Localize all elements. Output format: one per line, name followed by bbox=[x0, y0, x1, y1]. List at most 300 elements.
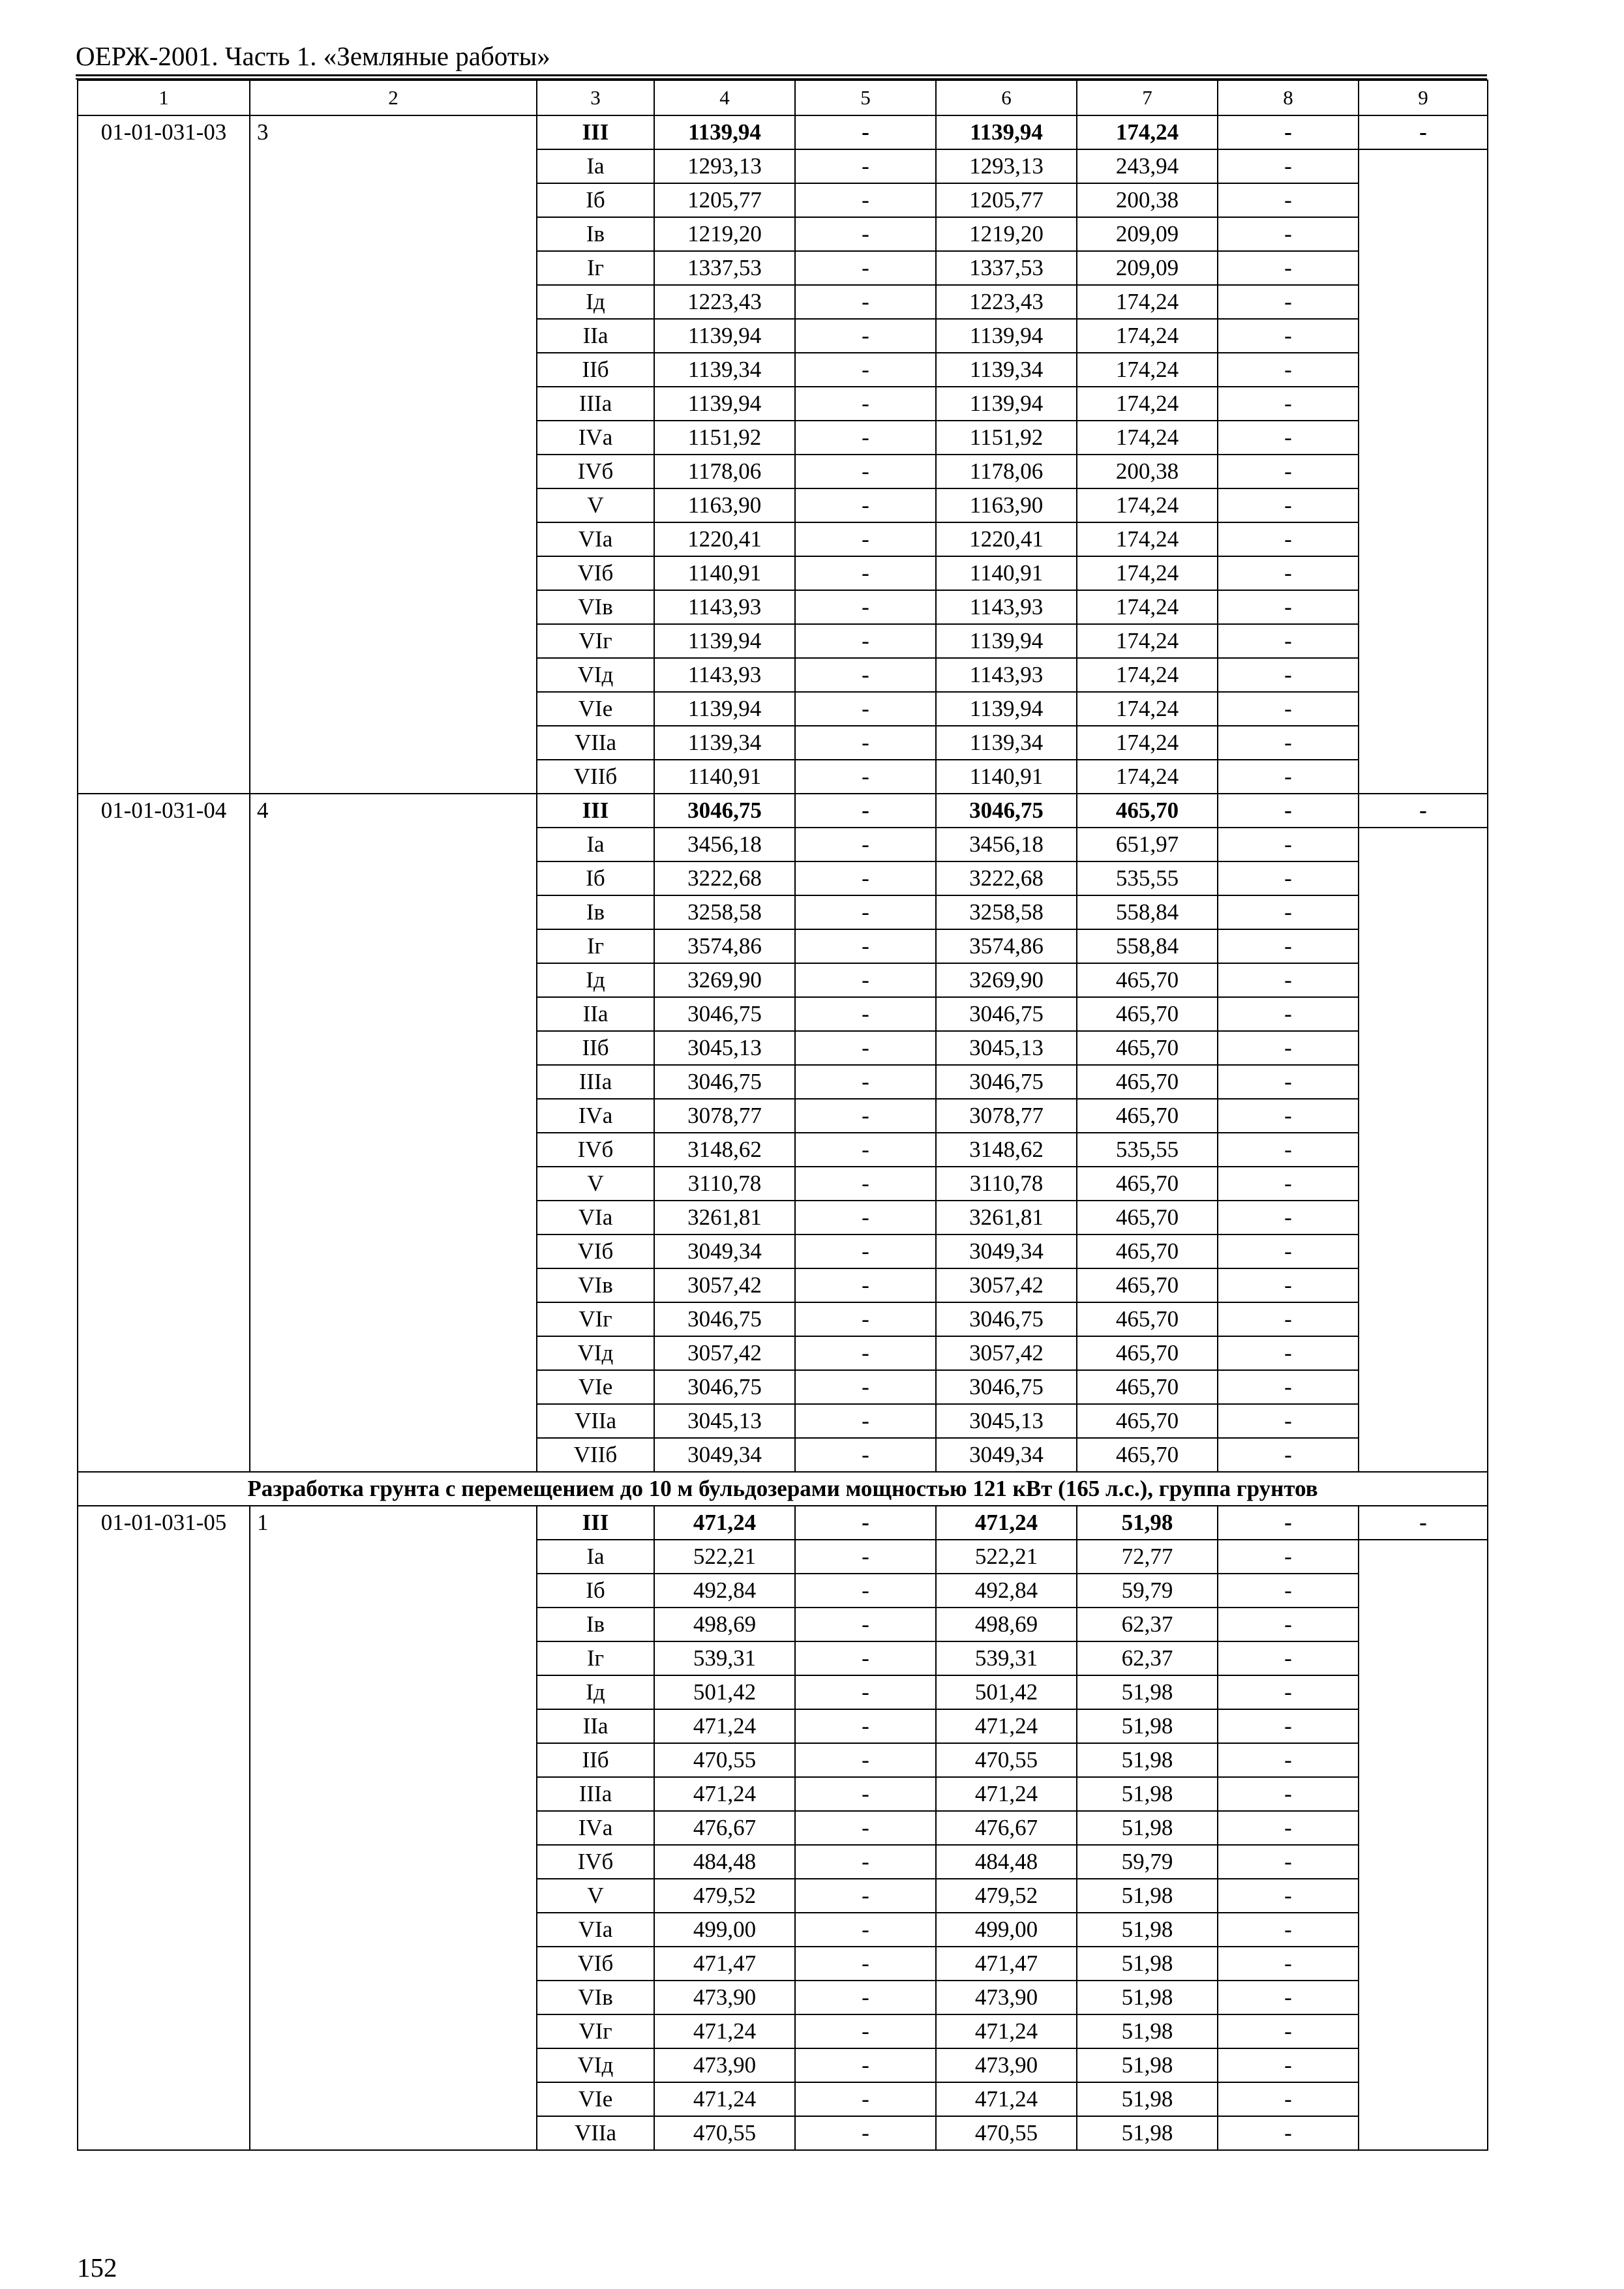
soil-group: Iг bbox=[537, 251, 654, 285]
soil-group: VIа bbox=[537, 1201, 654, 1234]
rate-col-4: 3078,77 bbox=[654, 1099, 795, 1133]
rate-col-6: 471,24 bbox=[936, 1709, 1077, 1743]
rate-col-5: - bbox=[795, 1641, 936, 1675]
rate-col-4: 1220,41 bbox=[654, 522, 795, 556]
soil-group: III bbox=[537, 115, 654, 149]
rate-col-7: 51,98 bbox=[1077, 1981, 1218, 2014]
rate-col-7: 465,70 bbox=[1077, 1065, 1218, 1099]
soil-group: Iв bbox=[537, 1608, 654, 1641]
rate-col-5: - bbox=[795, 658, 936, 692]
rate-col-4: 3222,68 bbox=[654, 861, 795, 895]
soil-group: Iд bbox=[537, 1675, 654, 1709]
rate-col-8: - bbox=[1218, 2082, 1359, 2116]
rate-col-6: 3574,86 bbox=[936, 929, 1077, 963]
table-row bbox=[78, 1506, 1488, 1540]
rate-col-6: 473,90 bbox=[936, 2048, 1077, 2082]
soil-group: Iг bbox=[537, 929, 654, 963]
rate-col-8: - bbox=[1218, 2014, 1359, 2048]
rate-col-4: 1293,13 bbox=[654, 149, 795, 183]
rate-col-8: - bbox=[1218, 590, 1359, 624]
rate-col-6: 1139,34 bbox=[936, 726, 1077, 760]
rate-col-8: - bbox=[1218, 1540, 1359, 1574]
rate-col-5: - bbox=[795, 183, 936, 217]
rate-col-6: 3046,75 bbox=[936, 1370, 1077, 1404]
rate-col-7: 174,24 bbox=[1077, 556, 1218, 590]
rate-col-6: 3078,77 bbox=[936, 1099, 1077, 1133]
column-number: 9 bbox=[1359, 80, 1488, 115]
rate-col-4: 3046,75 bbox=[654, 1370, 795, 1404]
rate-col-8: - bbox=[1218, 895, 1359, 929]
rate-col-6: 1139,94 bbox=[936, 692, 1077, 726]
rate-col-8: - bbox=[1218, 319, 1359, 353]
soil-group: VIе bbox=[537, 692, 654, 726]
rate-col-7: 465,70 bbox=[1077, 997, 1218, 1031]
rate-col-8: - bbox=[1218, 1370, 1359, 1404]
rate-col-5: - bbox=[795, 1268, 936, 1302]
rate-col-6: 1220,41 bbox=[936, 522, 1077, 556]
rate-col-6: 1163,90 bbox=[936, 488, 1077, 522]
rate-col-4: 1143,93 bbox=[654, 658, 795, 692]
rate-col-6: 3046,75 bbox=[936, 997, 1077, 1031]
rate-col-8: - bbox=[1218, 115, 1359, 149]
rate-col-4: 471,24 bbox=[654, 2082, 795, 2116]
rate-col-4: 1139,94 bbox=[654, 624, 795, 658]
rate-col-4: 3046,75 bbox=[654, 1065, 795, 1099]
rate-col-8: - bbox=[1218, 1981, 1359, 2014]
rate-col-8: - bbox=[1218, 1845, 1359, 1879]
soil-group: Iд bbox=[537, 285, 654, 319]
rate-col-5: - bbox=[795, 861, 936, 895]
rate-col-7: 465,70 bbox=[1077, 1234, 1218, 1268]
rate-col-8: - bbox=[1218, 1675, 1359, 1709]
rate-col-5: - bbox=[795, 1133, 936, 1167]
rate-col-4: 471,47 bbox=[654, 1947, 795, 1981]
rate-col-5: - bbox=[795, 997, 936, 1031]
empty-cell bbox=[1359, 828, 1488, 1472]
soil-group: VIг bbox=[537, 1302, 654, 1336]
rate-col-6: 3456,18 bbox=[936, 828, 1077, 861]
rate-col-6: 3261,81 bbox=[936, 1201, 1077, 1234]
rate-col-7: 51,98 bbox=[1077, 2116, 1218, 2150]
soil-group: V bbox=[537, 488, 654, 522]
page-number: 152 bbox=[77, 2252, 117, 2282]
rate-col-7: 51,98 bbox=[1077, 1811, 1218, 1845]
table-row bbox=[78, 115, 1488, 149]
rate-col-8: - bbox=[1218, 1608, 1359, 1641]
rate-col-4: 1143,93 bbox=[654, 590, 795, 624]
rate-col-8: - bbox=[1218, 2116, 1359, 2150]
soil-group: VIе bbox=[537, 1370, 654, 1404]
rate-col-7: 51,98 bbox=[1077, 1947, 1218, 1981]
rate-col-8: - bbox=[1218, 1506, 1359, 1540]
soil-group: VIд bbox=[537, 658, 654, 692]
soil-group: VIе bbox=[537, 2082, 654, 2116]
rate-col-4: 1337,53 bbox=[654, 251, 795, 285]
rate-col-5: - bbox=[795, 353, 936, 387]
rate-col-5: - bbox=[795, 1234, 936, 1268]
rate-col-7: 465,70 bbox=[1077, 1302, 1218, 1336]
rate-col-6: 1219,20 bbox=[936, 217, 1077, 251]
rate-col-8: - bbox=[1218, 556, 1359, 590]
rate-col-7: 59,79 bbox=[1077, 1845, 1218, 1879]
rate-col-9: - bbox=[1359, 1506, 1488, 1540]
quantity: 4 bbox=[250, 794, 537, 1472]
rate-col-5: - bbox=[795, 2014, 936, 2048]
rate-col-7: 651,97 bbox=[1077, 828, 1218, 861]
rate-col-5: - bbox=[795, 1981, 936, 2014]
rate-col-7: 209,09 bbox=[1077, 217, 1218, 251]
rate-col-6: 3046,75 bbox=[936, 1302, 1077, 1336]
rate-col-7: 51,98 bbox=[1077, 1777, 1218, 1811]
rate-col-8: - bbox=[1218, 1574, 1359, 1608]
rate-col-8: - bbox=[1218, 1879, 1359, 1913]
soil-group: VIIб bbox=[537, 760, 654, 794]
rate-col-4: 492,84 bbox=[654, 1574, 795, 1608]
rate-col-8: - bbox=[1218, 929, 1359, 963]
rate-col-8: - bbox=[1218, 1709, 1359, 1743]
rate-col-5: - bbox=[795, 1947, 936, 1981]
rate-col-4: 476,67 bbox=[654, 1811, 795, 1845]
rate-col-7: 174,24 bbox=[1077, 285, 1218, 319]
rate-col-8: - bbox=[1218, 251, 1359, 285]
rate-col-6: 499,00 bbox=[936, 1913, 1077, 1947]
soil-group: VIд bbox=[537, 1336, 654, 1370]
quantity: 3 bbox=[250, 115, 537, 794]
rate-col-7: 51,98 bbox=[1077, 1743, 1218, 1777]
rate-col-4: 3057,42 bbox=[654, 1268, 795, 1302]
rate-col-4: 501,42 bbox=[654, 1675, 795, 1709]
rate-col-5: - bbox=[795, 1879, 936, 1913]
rate-col-8: - bbox=[1218, 963, 1359, 997]
rate-col-5: - bbox=[795, 1167, 936, 1201]
rate-col-5: - bbox=[795, 149, 936, 183]
rate-col-6: 1139,34 bbox=[936, 353, 1077, 387]
rate-col-5: - bbox=[795, 1404, 936, 1438]
rate-col-5: - bbox=[795, 794, 936, 828]
rate-col-4: 3258,58 bbox=[654, 895, 795, 929]
rate-col-7: 72,77 bbox=[1077, 1540, 1218, 1574]
rate-col-4: 1139,94 bbox=[654, 692, 795, 726]
rate-col-4: 471,24 bbox=[654, 1506, 795, 1540]
rate-col-6: 3045,13 bbox=[936, 1404, 1077, 1438]
soil-group: IVа bbox=[537, 421, 654, 455]
rate-col-5: - bbox=[795, 1438, 936, 1472]
rate-col-8: - bbox=[1218, 1268, 1359, 1302]
rate-col-4: 3046,75 bbox=[654, 794, 795, 828]
rate-col-4: 1178,06 bbox=[654, 455, 795, 488]
rate-col-8: - bbox=[1218, 726, 1359, 760]
soil-group: III bbox=[537, 1506, 654, 1540]
rate-col-7: 174,24 bbox=[1077, 353, 1218, 387]
soil-group: IVб bbox=[537, 1133, 654, 1167]
rate-col-6: 3258,58 bbox=[936, 895, 1077, 929]
rate-col-6: 3046,75 bbox=[936, 1065, 1077, 1099]
rate-col-4: 1151,92 bbox=[654, 421, 795, 455]
rate-col-5: - bbox=[795, 2082, 936, 2116]
soil-group: IVа bbox=[537, 1811, 654, 1845]
rate-col-6: 471,24 bbox=[936, 2082, 1077, 2116]
rate-col-8: - bbox=[1218, 828, 1359, 861]
rate-col-7: 174,24 bbox=[1077, 522, 1218, 556]
rate-col-4: 484,48 bbox=[654, 1845, 795, 1879]
rate-col-9: - bbox=[1359, 794, 1488, 828]
rate-col-7: 465,70 bbox=[1077, 1268, 1218, 1302]
rate-col-8: - bbox=[1218, 455, 1359, 488]
rate-col-8: - bbox=[1218, 387, 1359, 421]
rate-col-4: 473,90 bbox=[654, 2048, 795, 2082]
rate-col-6: 1293,13 bbox=[936, 149, 1077, 183]
rate-col-5: - bbox=[795, 2048, 936, 2082]
rate-col-7: 465,70 bbox=[1077, 1370, 1218, 1404]
rate-col-7: 535,55 bbox=[1077, 1133, 1218, 1167]
rate-col-5: - bbox=[795, 1099, 936, 1133]
rate-col-4: 1140,91 bbox=[654, 556, 795, 590]
soil-group: VIд bbox=[537, 2048, 654, 2082]
rate-col-8: - bbox=[1218, 149, 1359, 183]
rate-col-5: - bbox=[795, 1709, 936, 1743]
rate-col-7: 174,24 bbox=[1077, 387, 1218, 421]
rate-col-8: - bbox=[1218, 861, 1359, 895]
rate-col-5: - bbox=[795, 1811, 936, 1845]
rate-col-8: - bbox=[1218, 997, 1359, 1031]
soil-group: IVа bbox=[537, 1099, 654, 1133]
rate-col-8: - bbox=[1218, 760, 1359, 794]
rate-col-5: - bbox=[795, 1336, 936, 1370]
rate-col-6: 1143,93 bbox=[936, 590, 1077, 624]
rate-col-4: 3110,78 bbox=[654, 1167, 795, 1201]
section-heading: Разработка грунта с перемещением до 10 м бульдозерами мощностью 121 кВт (165 л.с.), группа грунтов bbox=[78, 1472, 1488, 1506]
rate-col-6: 1143,93 bbox=[936, 658, 1077, 692]
rate-col-4: 3456,18 bbox=[654, 828, 795, 861]
rate-col-8: - bbox=[1218, 1201, 1359, 1234]
rate-col-8: - bbox=[1218, 1777, 1359, 1811]
rate-col-7: 174,24 bbox=[1077, 760, 1218, 794]
rate-col-7: 174,24 bbox=[1077, 692, 1218, 726]
rate-col-8: - bbox=[1218, 488, 1359, 522]
soil-group: VIв bbox=[537, 1981, 654, 2014]
rate-col-5: - bbox=[795, 251, 936, 285]
rate-col-7: 51,98 bbox=[1077, 1913, 1218, 1947]
rate-col-5: - bbox=[795, 556, 936, 590]
rate-col-7: 465,70 bbox=[1077, 794, 1218, 828]
rate-col-8: - bbox=[1218, 624, 1359, 658]
rate-col-4: 470,55 bbox=[654, 1743, 795, 1777]
soil-group: IIIа bbox=[537, 1777, 654, 1811]
rate-col-7: 558,84 bbox=[1077, 929, 1218, 963]
rate-col-8: - bbox=[1218, 1947, 1359, 1981]
rate-col-4: 1219,20 bbox=[654, 217, 795, 251]
soil-group: VIв bbox=[537, 1268, 654, 1302]
rate-col-8: - bbox=[1218, 421, 1359, 455]
rate-col-4: 3049,34 bbox=[654, 1234, 795, 1268]
soil-group: VIб bbox=[537, 1947, 654, 1981]
rate-col-5: - bbox=[795, 1370, 936, 1404]
rate-col-8: - bbox=[1218, 2048, 1359, 2082]
rate-col-5: - bbox=[795, 421, 936, 455]
rate-col-6: 3049,34 bbox=[936, 1438, 1077, 1472]
rate-col-7: 535,55 bbox=[1077, 861, 1218, 895]
rate-col-5: - bbox=[795, 115, 936, 149]
rate-col-6: 1139,94 bbox=[936, 624, 1077, 658]
soil-group: VIв bbox=[537, 590, 654, 624]
rate-col-6: 476,67 bbox=[936, 1811, 1077, 1845]
rate-col-6: 484,48 bbox=[936, 1845, 1077, 1879]
column-number: 6 bbox=[936, 80, 1077, 115]
rate-code: 01-01-031-04 bbox=[78, 794, 250, 1472]
rate-col-6: 1205,77 bbox=[936, 183, 1077, 217]
rate-col-8: - bbox=[1218, 217, 1359, 251]
rate-col-5: - bbox=[795, 1506, 936, 1540]
rate-col-4: 3045,13 bbox=[654, 1404, 795, 1438]
rate-col-6: 479,52 bbox=[936, 1879, 1077, 1913]
soil-group: VIб bbox=[537, 556, 654, 590]
quantity: 1 bbox=[250, 1506, 537, 2150]
rate-col-8: - bbox=[1218, 1641, 1359, 1675]
rate-col-4: 3269,90 bbox=[654, 963, 795, 997]
rate-col-4: 1223,43 bbox=[654, 285, 795, 319]
rate-col-8: - bbox=[1218, 522, 1359, 556]
rate-col-7: 59,79 bbox=[1077, 1574, 1218, 1608]
rate-col-5: - bbox=[795, 2116, 936, 2150]
rate-col-4: 522,21 bbox=[654, 1540, 795, 1574]
rates-table bbox=[77, 80, 1488, 2151]
rate-col-8: - bbox=[1218, 1133, 1359, 1167]
rate-col-7: 174,24 bbox=[1077, 658, 1218, 692]
rate-col-6: 470,55 bbox=[936, 1743, 1077, 1777]
rate-col-5: - bbox=[795, 963, 936, 997]
soil-group: VIг bbox=[537, 624, 654, 658]
rates-table-body bbox=[78, 80, 1488, 2150]
rate-col-5: - bbox=[795, 692, 936, 726]
rate-col-7: 51,98 bbox=[1077, 1675, 1218, 1709]
rate-col-7: 465,70 bbox=[1077, 1031, 1218, 1065]
rate-col-6: 3049,34 bbox=[936, 1234, 1077, 1268]
rate-col-7: 209,09 bbox=[1077, 251, 1218, 285]
column-number: 5 bbox=[795, 80, 936, 115]
rate-col-7: 465,70 bbox=[1077, 1099, 1218, 1133]
rate-col-8: - bbox=[1218, 1743, 1359, 1777]
rate-col-4: 470,55 bbox=[654, 2116, 795, 2150]
rate-col-6: 539,31 bbox=[936, 1641, 1077, 1675]
soil-group: VIIа bbox=[537, 726, 654, 760]
rate-col-6: 1151,92 bbox=[936, 421, 1077, 455]
rate-col-4: 473,90 bbox=[654, 1981, 795, 2014]
rate-col-6: 3045,13 bbox=[936, 1031, 1077, 1065]
rate-col-7: 174,24 bbox=[1077, 421, 1218, 455]
rate-col-5: - bbox=[795, 929, 936, 963]
rate-col-4: 471,24 bbox=[654, 2014, 795, 2048]
page-header-title: ОЕРЖ-2001. Часть 1. «Земляные работы» bbox=[76, 41, 550, 71]
rate-col-6: 492,84 bbox=[936, 1574, 1077, 1608]
rate-col-6: 3046,75 bbox=[936, 794, 1077, 828]
rate-col-5: - bbox=[795, 387, 936, 421]
rate-col-7: 174,24 bbox=[1077, 726, 1218, 760]
soil-group: V bbox=[537, 1879, 654, 1913]
rate-col-5: - bbox=[795, 1540, 936, 1574]
rate-col-6: 1178,06 bbox=[936, 455, 1077, 488]
rate-col-7: 465,70 bbox=[1077, 1167, 1218, 1201]
rate-col-5: - bbox=[795, 1675, 936, 1709]
rate-col-7: 62,37 bbox=[1077, 1608, 1218, 1641]
rate-col-6: 470,55 bbox=[936, 2116, 1077, 2150]
soil-group: VIIб bbox=[537, 1438, 654, 1472]
rate-col-7: 174,24 bbox=[1077, 624, 1218, 658]
rate-col-5: - bbox=[795, 760, 936, 794]
rate-col-6: 471,24 bbox=[936, 1506, 1077, 1540]
soil-group: IIб bbox=[537, 1743, 654, 1777]
soil-group: Iб bbox=[537, 1574, 654, 1608]
rate-col-6: 3110,78 bbox=[936, 1167, 1077, 1201]
soil-group: IIб bbox=[537, 353, 654, 387]
soil-group: V bbox=[537, 1167, 654, 1201]
soil-group: IVб bbox=[537, 1845, 654, 1879]
rate-col-6: 471,24 bbox=[936, 1777, 1077, 1811]
rate-col-8: - bbox=[1218, 1099, 1359, 1133]
rate-col-5: - bbox=[795, 726, 936, 760]
rate-col-8: - bbox=[1218, 1811, 1359, 1845]
rate-col-4: 1140,91 bbox=[654, 760, 795, 794]
rate-col-6: 1337,53 bbox=[936, 251, 1077, 285]
rate-col-5: - bbox=[795, 828, 936, 861]
rate-col-4: 3045,13 bbox=[654, 1031, 795, 1065]
rate-col-7: 174,24 bbox=[1077, 488, 1218, 522]
soil-group: VIг bbox=[537, 2014, 654, 2048]
column-number: 8 bbox=[1218, 80, 1359, 115]
rate-col-5: - bbox=[795, 1065, 936, 1099]
rate-col-4: 3261,81 bbox=[654, 1201, 795, 1234]
soil-group: IIб bbox=[537, 1031, 654, 1065]
rate-col-8: - bbox=[1218, 183, 1359, 217]
soil-group: IIIа bbox=[537, 387, 654, 421]
rate-col-7: 558,84 bbox=[1077, 895, 1218, 929]
rate-col-8: - bbox=[1218, 794, 1359, 828]
soil-group: IIа bbox=[537, 319, 654, 353]
rate-col-5: - bbox=[795, 624, 936, 658]
rate-col-7: 51,98 bbox=[1077, 1709, 1218, 1743]
rate-col-4: 471,24 bbox=[654, 1709, 795, 1743]
soil-group: Iа bbox=[537, 149, 654, 183]
table-row bbox=[78, 794, 1488, 828]
rate-col-8: - bbox=[1218, 1167, 1359, 1201]
rate-col-5: - bbox=[795, 1743, 936, 1777]
rate-col-7: 465,70 bbox=[1077, 1201, 1218, 1234]
rate-col-7: 51,98 bbox=[1077, 2048, 1218, 2082]
soil-group: Iа bbox=[537, 828, 654, 861]
rate-col-5: - bbox=[795, 590, 936, 624]
rate-col-8: - bbox=[1218, 285, 1359, 319]
rate-col-6: 473,90 bbox=[936, 1981, 1077, 2014]
column-number: 2 bbox=[250, 80, 537, 115]
rate-col-6: 522,21 bbox=[936, 1540, 1077, 1574]
soil-group: III bbox=[537, 794, 654, 828]
rate-col-7: 51,98 bbox=[1077, 1879, 1218, 1913]
soil-group: VIа bbox=[537, 1913, 654, 1947]
rate-col-4: 1205,77 bbox=[654, 183, 795, 217]
rate-col-8: - bbox=[1218, 1065, 1359, 1099]
rate-col-8: - bbox=[1218, 1438, 1359, 1472]
rate-col-8: - bbox=[1218, 1913, 1359, 1947]
soil-group: Iг bbox=[537, 1641, 654, 1675]
rate-col-4: 3046,75 bbox=[654, 997, 795, 1031]
rate-col-8: - bbox=[1218, 1404, 1359, 1438]
column-number: 3 bbox=[537, 80, 654, 115]
rate-col-6: 1140,91 bbox=[936, 760, 1077, 794]
rate-col-4: 3049,34 bbox=[654, 1438, 795, 1472]
rate-col-7: 51,98 bbox=[1077, 2014, 1218, 2048]
rate-col-4: 1139,34 bbox=[654, 726, 795, 760]
empty-cell bbox=[1359, 149, 1488, 794]
rate-col-6: 1139,94 bbox=[936, 319, 1077, 353]
